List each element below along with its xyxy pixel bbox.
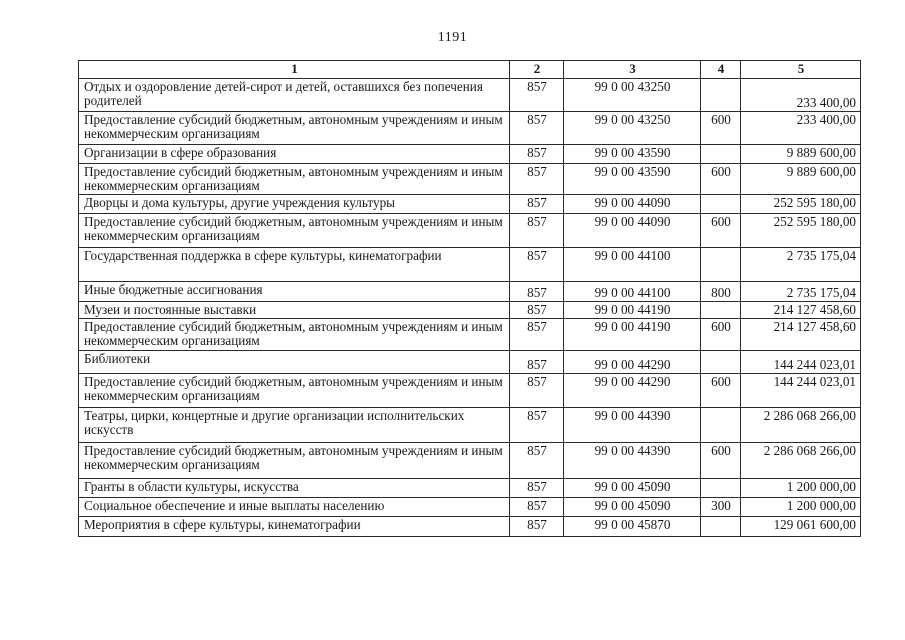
row-name: Библиотеки <box>79 351 510 374</box>
row-name: Дворцы и дома культуры, другие учреждения культуры <box>79 195 510 214</box>
row-amount: 2 735 175,04 <box>741 282 861 302</box>
row-col-2: 857 <box>510 351 564 374</box>
row-amount: 252 595 180,00 <box>741 214 861 248</box>
row-amount: 9 889 600,00 <box>741 164 861 195</box>
row-col-2: 857 <box>510 479 564 498</box>
header-col-1: 1 <box>79 61 510 79</box>
row-col-4: 600 <box>701 112 741 145</box>
header-col-2: 2 <box>510 61 564 79</box>
row-amount: 233 400,00 <box>741 112 861 145</box>
row-col-4 <box>701 351 741 374</box>
row-col-3: 99 0 00 43250 <box>564 112 701 145</box>
row-col-3: 99 0 00 44390 <box>564 408 701 443</box>
row-col-4: 600 <box>701 164 741 195</box>
table-row <box>79 145 861 164</box>
row-col-4 <box>701 145 741 164</box>
row-name: Гранты в области культуры, искусства <box>79 479 510 498</box>
row-col-3: 99 0 00 44390 <box>564 443 701 479</box>
table-row <box>79 164 861 195</box>
row-col-2: 857 <box>510 79 564 112</box>
row-name: Предоставление субсидий бюджетным, автономным учреждениям и иным некоммерческим организациям <box>79 164 510 195</box>
row-name: Театры, цирки, концертные и другие организации исполнительских искусств <box>79 408 510 443</box>
row-col-4: 600 <box>701 443 741 479</box>
row-col-3: 99 0 00 43250 <box>564 79 701 112</box>
row-col-3: 99 0 00 44100 <box>564 282 701 302</box>
table-row <box>79 351 861 374</box>
row-col-4 <box>701 408 741 443</box>
row-col-4 <box>701 195 741 214</box>
table-header-row <box>79 61 861 79</box>
row-col-4: 600 <box>701 374 741 408</box>
row-col-2: 857 <box>510 302 564 319</box>
row-amount: 2 735 175,04 <box>741 248 861 282</box>
row-amount: 144 244 023,01 <box>741 374 861 408</box>
row-name: Государственная поддержка в сфере культуры, кинематографии <box>79 248 510 282</box>
row-col-3: 99 0 00 44290 <box>564 351 701 374</box>
header-col-4: 4 <box>701 61 741 79</box>
row-amount: 252 595 180,00 <box>741 195 861 214</box>
row-col-2: 857 <box>510 374 564 408</box>
table-row <box>79 112 861 145</box>
row-col-4 <box>701 479 741 498</box>
row-col-4: 600 <box>701 214 741 248</box>
table-row <box>79 195 861 214</box>
row-name: Предоставление субсидий бюджетным, автономным учреждениям и иным некоммерческим организациям <box>79 319 510 351</box>
row-col-2: 857 <box>510 145 564 164</box>
row-name: Предоставление субсидий бюджетным, автономным учреждениям и иным некоммерческим организациям <box>79 214 510 248</box>
row-name: Отдых и оздоровление детей-сирот и детей, оставшихся без попечения родителей <box>79 79 510 112</box>
row-col-4: 300 <box>701 498 741 517</box>
row-amount: 214 127 458,60 <box>741 319 861 351</box>
row-col-2: 857 <box>510 517 564 537</box>
row-col-4 <box>701 79 741 112</box>
table-row <box>79 214 861 248</box>
row-name: Мероприятия в сфере культуры, кинематографии <box>79 517 510 537</box>
row-col-4 <box>701 302 741 319</box>
row-col-4 <box>701 517 741 537</box>
table-row <box>79 498 861 517</box>
row-col-3: 99 0 00 45870 <box>564 517 701 537</box>
row-col-4: 800 <box>701 282 741 302</box>
table-row <box>79 79 861 112</box>
row-col-4 <box>701 248 741 282</box>
table-row <box>79 443 861 479</box>
row-col-2: 857 <box>510 282 564 302</box>
row-name: Социальное обеспечение и иные выплаты населению <box>79 498 510 517</box>
row-col-3: 99 0 00 44090 <box>564 195 701 214</box>
row-col-2: 857 <box>510 112 564 145</box>
row-col-3: 99 0 00 43590 <box>564 145 701 164</box>
table-row <box>79 374 861 408</box>
table-row <box>79 319 861 351</box>
row-col-2: 857 <box>510 164 564 195</box>
row-col-2: 857 <box>510 248 564 282</box>
row-amount: 2 286 068 266,00 <box>741 443 861 479</box>
table-row <box>79 517 861 537</box>
header-col-5: 5 <box>741 61 861 79</box>
table-row <box>79 248 861 282</box>
row-col-2: 857 <box>510 408 564 443</box>
budget-table <box>78 60 861 537</box>
row-col-3: 99 0 00 45090 <box>564 498 701 517</box>
row-col-3: 99 0 00 44190 <box>564 302 701 319</box>
table-row <box>79 479 861 498</box>
row-amount: 1 200 000,00 <box>741 479 861 498</box>
row-amount: 214 127 458,60 <box>741 302 861 319</box>
header-col-3: 3 <box>564 61 701 79</box>
row-name: Предоставление субсидий бюджетным, автономным учреждениям и иным некоммерческим организациям <box>79 443 510 479</box>
row-col-2: 857 <box>510 443 564 479</box>
row-col-3: 99 0 00 43590 <box>564 164 701 195</box>
table-row <box>79 282 861 302</box>
row-amount: 2 286 068 266,00 <box>741 408 861 443</box>
row-col-2: 857 <box>510 214 564 248</box>
row-col-2: 857 <box>510 319 564 351</box>
row-name: Предоставление субсидий бюджетным, автономным учреждениям и иным некоммерческим организациям <box>79 374 510 408</box>
table-row <box>79 302 861 319</box>
table-row <box>79 408 861 443</box>
row-col-3: 99 0 00 44290 <box>564 374 701 408</box>
row-name: Организации в сфере образования <box>79 145 510 164</box>
row-col-2: 857 <box>510 195 564 214</box>
row-name: Музеи и постоянные выставки <box>79 302 510 319</box>
row-col-4: 600 <box>701 319 741 351</box>
row-amount: 144 244 023,01 <box>741 351 861 374</box>
row-amount: 1 200 000,00 <box>741 498 861 517</box>
row-amount: 129 061 600,00 <box>741 517 861 537</box>
row-amount: 233 400,00 <box>741 79 861 112</box>
row-col-2: 857 <box>510 498 564 517</box>
row-col-3: 99 0 00 44100 <box>564 248 701 282</box>
row-col-3: 99 0 00 44090 <box>564 214 701 248</box>
row-amount: 9 889 600,00 <box>741 145 861 164</box>
row-col-3: 99 0 00 45090 <box>564 479 701 498</box>
page-number: 1191 <box>437 30 468 45</box>
row-name: Предоставление субсидий бюджетным, автономным учреждениям и иным некоммерческим организациям <box>79 112 510 145</box>
row-name: Иные бюджетные ассигнования <box>79 282 510 302</box>
row-col-3: 99 0 00 44190 <box>564 319 701 351</box>
